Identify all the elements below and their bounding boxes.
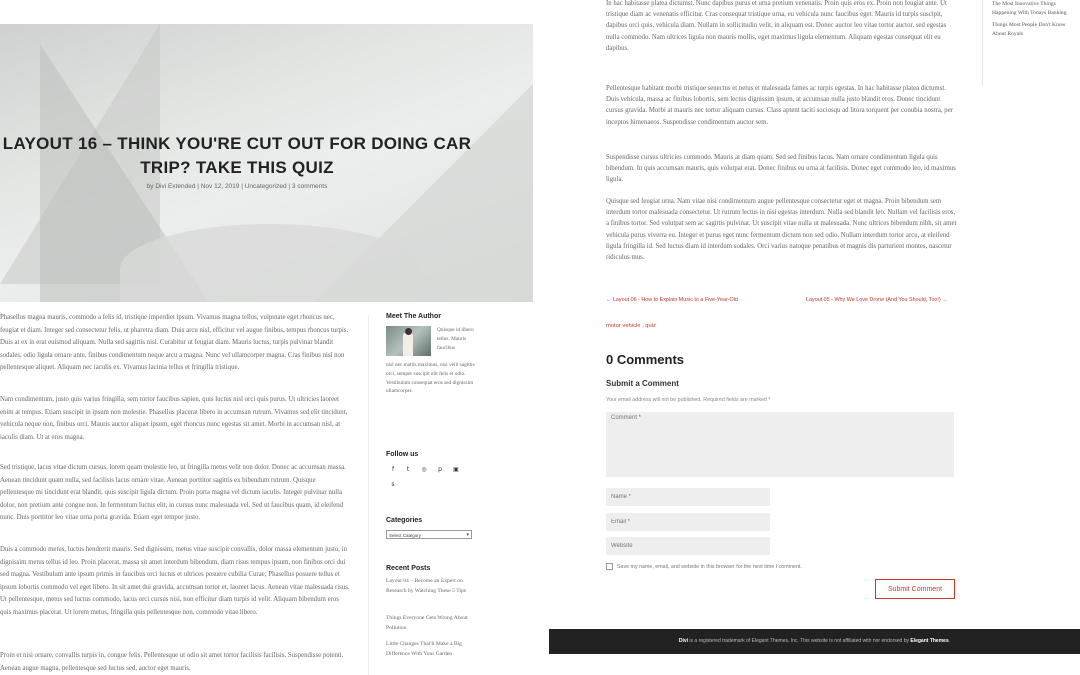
recent-post-link[interactable]: Little Changes That'll Make a Big Difference With Your Garden xyxy=(386,641,462,657)
recent-post-link[interactable]: Layout 04 – Become an Expert on Research by Watching These 5 Tips xyxy=(386,578,466,594)
author-heading: Meet The Author xyxy=(386,313,441,320)
post-tags[interactable]: motor vehicle , quiz xyxy=(606,323,656,329)
categories-heading: Categories xyxy=(386,517,423,524)
instagram-icon[interactable]: ◎ xyxy=(421,466,427,473)
recent-post-link[interactable]: Things Everyone Gets Wrong About Pollution xyxy=(386,615,468,631)
consent-row[interactable] xyxy=(606,563,802,570)
body-paragraph: Quisque sed feugiat urna. Nam vitae nisi condimentum augue pellentesque consectetur eget et magna. Proin bibendum sem interdum tortor malesuada consectetur. Ut rutrum lectus in nisi egestas interdum. Nulla sed blandit leo. Nullam vel facilisis eros, a finibus tortor. Sed volutpat sem ac sagittis pulvinar. Ut suscipit vitae nulla ut malesuada. Nunc ultrices bibendum nibh, sit amet vehicula purus viverra eu. Integer et purus eget nunc fermentum dictum non sed odio. Nullam interdum tortor arcu, at eleifend ligula fringilla id. Sed luctus diam id interdum sodales. Orci varius natoque penatibus et magnis dis parturient montes, nascetur ridiculus mus. xyxy=(606,198,957,262)
body-paragraph: In hac habitasse platea dictumst. Nunc dapibus purus et urna pretium venenatis. Proin quis eros ex. Proin non feugiat ante. Ut tristique diam ac venenatis efficitur. Cras consequat tristique urna, eu vehicula nunc faucibus eget. Mauris id turpis suscipit, dapibus orci quis, vehicula diam. Nullam in sollicitudin velit, in aliquam est. Donec auctor leo vitae tortor auctor, sed egestas nulla commodo. Nam ultrices ligula non mauris mollis, eget maximus ligula elementum. Aliquam egestas consequat elit eu dapibus. xyxy=(606,0,947,52)
footer-brand: Divi xyxy=(678,638,689,644)
body-paragraph: Sed tristique, lacus vitae dictum cursus, lorem quam molestie leo, ut fringilla metus velit non dolor. Donec ac accumsan massa. Aenean tincidunt quam nulla, sed facilisis lacus ornare vitae. Aenean porttitor sagittis ex bibendum rutrum. Quisque pellentesque mi tincidunt erat blandit, quis suscipit ligula dictum. Proin porta magna vel dictum iaculis. Integer pulvinar nulla dolor, non pretium ante congue non. In fermentum luctus elit, in cursus nunc malesuada vel. Sed ut faucibus quam, id eleifend nunc. Duis porttitor leo vitae urna porta gravida. Etiam eget tempor justo. xyxy=(0,464,346,522)
comment-textarea[interactable] xyxy=(606,412,954,477)
sidebar-link[interactable]: Things Most People Don't Know About Royals xyxy=(992,22,1066,37)
facebook-icon[interactable]: f xyxy=(391,466,395,473)
chevron-down-icon: ▾ xyxy=(466,532,469,538)
consent-label: Save my name, email, and website in this browser for the next time I comment. xyxy=(617,563,802,570)
divider xyxy=(982,0,983,86)
pinterest-icon[interactable]: p xyxy=(438,466,442,473)
body-paragraph: Duis a commodo metus, luctus hendrerit mauris. Sed dignissim, metus vitae suscipit convallis, dolor massa elementum justo, in dignissim metus tellus id leo. Proin placerat, massa sit amet interdum bibendum, diam risus tempus ipsum, non finibus orci dui sed magna. Vestibulum ante ipsum primis in faucibus orci luctus et ultrices posuere cubilia Curae; Phasellus posuere tellus et ipsum lobortis commodo vel eget libero. In sit amet dui gravida, accumsan tortor et, laoreet lacus. Aenean vitae malesuada risus. Ut pellentesque, metus sed luctus commodo, lacus orci cursus nisi, non efficitur diam turpis id velit. Aliquam bibendum eros quis maximus placerat. Ut lorem metus, fringilla quis pellentesque non, commodo vitae libero. xyxy=(0,546,350,616)
follow-heading: Follow us xyxy=(386,451,419,458)
comments-heading: 0 Comments xyxy=(606,352,685,367)
body-paragraph: Proin et nisi ornare, convallis turpis in, congue felis. Pellentesque ut odio sit amet tortor facilisis facilisis. Suspendisse potenti. Aenean augue magna, pellentesque sed luctus sed, auctor eget mauris. xyxy=(0,652,344,672)
email-field[interactable] xyxy=(606,513,770,531)
divider xyxy=(368,315,369,675)
footer-text-end: . xyxy=(948,638,951,644)
body-paragraph: Pellentesque habitant morbi tristique senectus et netus et malesuada fames ac turpis egestas. In hac habitasse platea dictumst. Duis vehicula, massa ac finibus lobortis, sem lectus dignissim ipsum, at accumsan nulla justo blandit eros. Donec tincidunt cursus gravida. Morbi at mauris nec tortor aliquam cursus. Class aptent taciti sociosqu ad litora torquent per conubia nostra, per inceptos himenaeos. Suspendisse condimentum auctor sem. xyxy=(606,85,953,126)
linkedin-icon[interactable]: ▣ xyxy=(453,466,459,473)
next-post-link[interactable]: Layout 05 - Why We Love Drone (And You Should, Too!) → xyxy=(806,297,948,303)
required-note: Your email address will not be published. Required fields are marked * xyxy=(606,397,771,403)
author-bio-continued: nisl nec mattis maximus, nisl velit sagittis orci, semper suscipit elit felis et odio. Vestibulum consequat eros sed dignissim ullamcorper. xyxy=(386,362,475,395)
recent-posts-heading: Recent Posts xyxy=(386,565,431,572)
previous-post-link[interactable]: ← Layout 06 - How to Explain Music to a Five-Year-Old xyxy=(606,297,738,303)
footer-brand-link[interactable]: Elegant Themes xyxy=(910,638,949,644)
body-paragraph: Suspendisse cursus ultricies commodo. Mauris at diam quam. Sed sed finibus lacus. Nam ornare condimentum ligula quis bibendum. In quis accumsan mauris, quis volutpat erat. Donec finibus eu urna at facilisis. Donec eget commodo leo, id maximus ligula. xyxy=(606,154,956,184)
body-paragraph: Phasellus magna mauris, commodo a felis id, tristique imperdiet ipsum. Vivamus magna tellus, vulputate eget rhoncus nec, feugiat et diam. Integer sed consectetur felis, ut pharetra diam. Duis arcu nisl, efficitur vel augue finibus, tempus rhoncus turpis. Duis at ex in erat euismod aliquam. Nulla sed sagittis nisl. Curabitur ut feugiat diam. Mauris luctus, turpis pulvinar blandit sodales, odio ligula ornare ante, finibus condimentum neque arcu a magna. Nunc vel ullamcorper magna. Cras finibus nisl non pellentesque aliquet. Aliquam nec iaculis ex. Vivamus lacinia tellus et fringilla tristique. xyxy=(0,314,349,372)
category-select-value: Select Category xyxy=(389,533,422,538)
post-title: LAYOUT 16 – THINK YOU'RE CUT OUT FOR DOING CAR TRIP? TAKE THIS QUIZ xyxy=(2,134,472,177)
post-meta: by Divi Extended | Nov 12, 2019 | Uncategorized | 3 comments xyxy=(146,183,328,190)
skype-icon[interactable]: s xyxy=(391,481,395,488)
consent-checkbox[interactable] xyxy=(606,563,613,570)
twitter-icon[interactable]: t xyxy=(406,466,410,473)
author-bio: Quisque id libero tellus. Mauris faucibus xyxy=(437,327,474,351)
sidebar-links xyxy=(992,0,1077,39)
submit-comment-button[interactable]: Submit Comment xyxy=(875,579,955,599)
footer-text: is a registered trademark of Elegant Themes, Inc. This website is not affiliated with nor endorsed by xyxy=(688,638,911,644)
name-field[interactable] xyxy=(606,488,770,506)
author-avatar xyxy=(386,326,431,356)
body-paragraph: Nam condimentum, justo quis varius fringilla, sem tortor faucibus sapien, quis luctus nisl orci quis purus. Ut ultricies laoreet enim at tempus. Etiam suscipit in ipsum non molestie. Phasellus placerat libero in accumsan rutrum. Vivamus sed elit tincidunt, vehicula neque non, finibus orci. Mauris auctor aliquet ipsum, eget rhoncus nunc egestas sit amet. Morbi in accumsan nisl, at iaculis diam. Ut at eros magna. xyxy=(0,396,348,441)
website-field[interactable] xyxy=(606,537,770,555)
category-select[interactable] xyxy=(386,530,472,539)
footer xyxy=(549,629,1080,654)
submit-comment-heading: Submit a Comment xyxy=(606,379,679,388)
sidebar-link[interactable]: The Most Innovative Things Happening With Todays Banking xyxy=(992,1,1067,16)
